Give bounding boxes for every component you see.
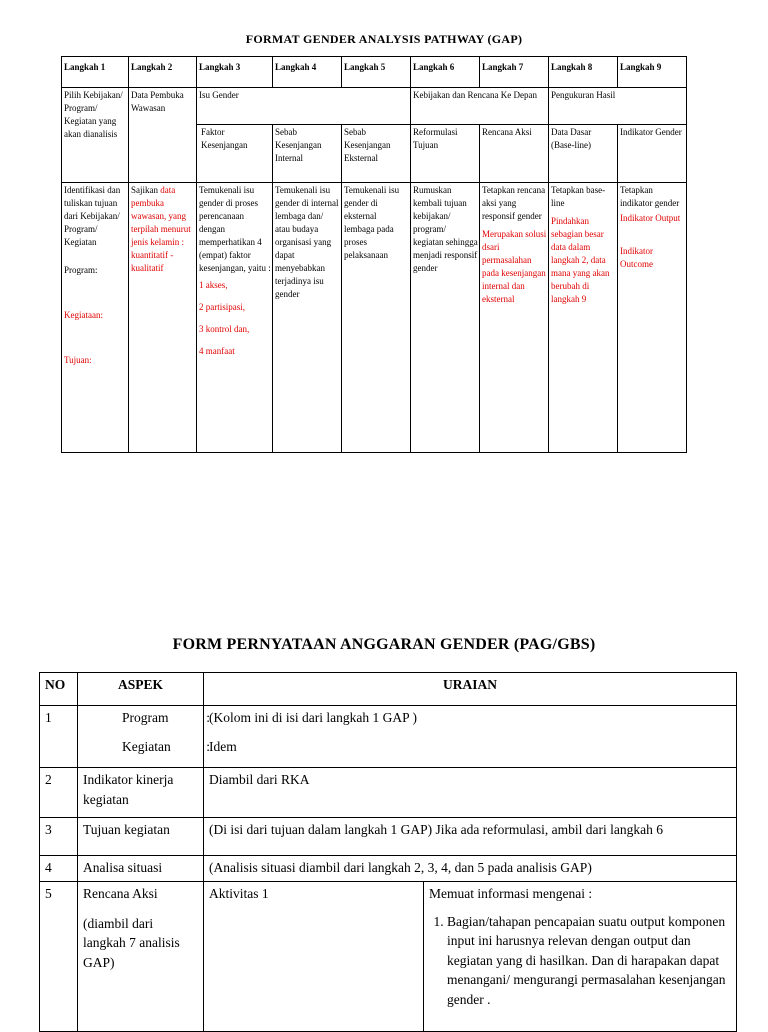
gap-factor-item: 2 partisipasi,	[199, 302, 245, 313]
gap-header-2: Langkah 2	[129, 57, 197, 88]
gap-header-4: Langkah 4	[273, 57, 342, 88]
gap-cell-gender-issue: Isu Gender	[197, 88, 411, 125]
gap-factor-item: 4 manfaat	[199, 346, 235, 357]
pag-uraian: (Di isi dari tujuan dalam langkah 1 GAP) Jika ada reformulasi, ambil dari langkah 6	[204, 818, 737, 856]
gap-present-data-red: data pembuka wawasan, yang terpilah menurut jenis kelamin : kuantitatif -kualitatif	[131, 185, 191, 274]
gap-identify-text: Identifikasi dan tuliskan tujuan dari Kebijakan/ Program/ Kegiatan	[64, 185, 121, 248]
gap-cell-action-plan: Rencana Aksi	[480, 125, 549, 183]
gap-cell-identify-external: Temukenali isu gender di eksternal lembaga pada proses pelaksanaan	[342, 183, 411, 453]
pag-aspek-program: Program	[122, 710, 169, 725]
gap-cell-future-policy: Kebijakan dan Rencana Ke Depan	[411, 88, 549, 125]
gap-factor-item: 3 kontrol dan,	[199, 324, 250, 335]
gap-cell-reformulate: Rumuskan kembali tujuan kebijakan/ program/ kegiatan sehingga menjadi responsif gender	[411, 183, 480, 453]
gap-header-9: Langkah 9	[618, 57, 687, 88]
gap-header-1: Langkah 1	[62, 57, 129, 88]
gap-header-7: Langkah 7	[480, 57, 549, 88]
gap-cell-internal-cause: Sebab Kesenjangan Internal	[273, 125, 342, 183]
list-item: 1. Bagian/tahapan pencapaian suatu output komponen input ini harusnya relevan dengan output dan kegiatan yang di hasilkan. Dan di harapakan dapat menangani/ mengurangi permasalahan kesenjangan gender .	[447, 912, 731, 1010]
gap-cell-identify-issue: Temukenali isu gender di proses perencanaan dengan memperhatikan 4 (empat) faktor kesenjangan, yaitu : 1 akses, 2 partisipasi, 3 kontrol dan, 4 manfaat	[197, 183, 273, 453]
gap-cell-gender-indicator: Indikator Gender	[618, 125, 687, 183]
pag-no: 4	[40, 856, 78, 882]
gap-cell-external-cause: Sebab Kesenjangan Eksternal	[342, 125, 411, 183]
gap-output-indicator: Indikator Output	[620, 213, 681, 224]
pag-header-row	[40, 673, 737, 706]
gap-cell-baseline: Data Dasar (Base-line)	[549, 125, 618, 183]
gap-outcome-indicator: Indikator Outcome	[620, 246, 653, 270]
pag-uraian: (Kolom ini di isi dari langkah 1 GAP ) Idem	[204, 706, 737, 768]
gap-title: FORMAT GENDER ANALYSIS PATHWAY (GAP)	[245, 32, 523, 46]
gap-cell-select-policy: Pilih Kebijakan/ Program/ Kegiatan yang akan dianalisis	[62, 88, 129, 183]
gap-kegiatan-label: Kegiataan:	[64, 310, 103, 321]
gap-header-row	[62, 57, 687, 88]
gap-cell-reformulation: Reformulasi Tujuan	[411, 125, 480, 183]
pag-aspek: Program : Kegiatan :	[78, 706, 204, 768]
gap-factor-list	[199, 279, 271, 358]
pag-aspek: Rencana Aksi (diambil dari langkah 7 analisis GAP)	[78, 882, 204, 1032]
gap-action-note: Merupakan solusi dsari permasalahan pada kesenjangan internal dan eksternal	[482, 229, 547, 305]
table-row	[40, 768, 737, 818]
gap-row-instructions	[62, 183, 687, 453]
pag-no: 2	[40, 768, 78, 818]
gap-header-6: Langkah 6	[411, 57, 480, 88]
gap-header-3: Langkah 3	[197, 57, 273, 88]
gap-factor-item: 1 akses,	[199, 280, 228, 291]
pag-uraian: Diambil dari RKA	[204, 768, 737, 818]
form-title: FORM PERNYATAAN ANGGARAN GENDER (PAG/GBS)	[172, 636, 596, 653]
pag-aspek: Tujuan kegiatan	[78, 818, 204, 856]
gap-cell-insight-data: Data Pembuka Wawasan	[129, 88, 197, 183]
pag-table	[39, 672, 737, 1032]
pag-aspek-note: (diambil dari langkah 7 analisis GAP)	[83, 915, 180, 970]
pag-info-list	[429, 912, 731, 1010]
pag-aspek: Indikator kinerja kegiatan	[78, 768, 204, 818]
gap-cell-identify	[62, 183, 129, 453]
table-row	[40, 818, 737, 856]
pag-header-uraian: URAIAN	[204, 673, 737, 706]
gap-cell-gap-factor: Faktor Kesenjangan	[197, 125, 273, 183]
pag-header-aspek: ASPEK	[78, 673, 204, 706]
gap-cell-set-action: Tetapkan rencana aksi yang responsif gender Merupakan solusi dsari permasalahan pada kesenjangan internal dan eksternal	[480, 183, 549, 453]
pag-aspek-kegiatan: Kegiatan	[122, 738, 171, 754]
pag-info: Memuat informasi mengenai : 1. Bagian/tahapan pencapaian suatu output komponen input ini harusnya relevan dengan output dan kegiatan yang di hasilkan. Dan di harapakan dapat menangani/ mengurangi permasalahan kesenjangan gender .	[424, 882, 737, 1032]
gap-header-5: Langkah 5	[342, 57, 411, 88]
gap-table	[61, 56, 687, 453]
pag-no: 1	[40, 706, 78, 768]
table-row	[40, 882, 737, 1032]
pag-no: 5	[40, 882, 78, 1032]
gap-cell-present-data: Sajikan data pembuka wawasan, yang terpilah menurut jenis kelamin : kuantitatif -kualitatif	[129, 183, 197, 453]
gap-cell-measurement: Pengukuran Hasil	[549, 88, 687, 125]
gap-header-8: Langkah 8	[549, 57, 618, 88]
gap-row-sections	[62, 88, 687, 125]
gap-cell-identify-internal: Temukenali isu gender di internal lembaga dan/ atau budaya organisasi yang dapat menyebabkan terjadinya isu gender	[273, 183, 342, 453]
gap-cell-set-indicator: Tetapkan indikator gender Indikator Output Indikator Outcome	[618, 183, 687, 453]
gap-cell-set-baseline: Tetapkan base-line Pindahkan sebagian besar data dalam langkah 2, data mana yang akan berubah di langkah 9	[549, 183, 618, 453]
pag-header-no: NO	[40, 673, 78, 706]
gap-program-label: Program:	[64, 265, 98, 276]
table-row	[40, 856, 737, 882]
table-row	[40, 706, 737, 768]
pag-activity: Aktivitas 1	[204, 882, 424, 1032]
pag-aspek: Analisa situasi	[78, 856, 204, 882]
pag-no: 3	[40, 818, 78, 856]
pag-uraian: (Analisis situasi diambil dari langkah 2, 3, 4, dan 5 pada analisis GAP)	[204, 856, 737, 882]
gap-baseline-note: Pindahkan sebagian besar data dalam langkah 2, data mana yang akan berubah di langkah 9	[551, 216, 610, 305]
gap-tujuan-label: Tujuan:	[64, 355, 92, 366]
